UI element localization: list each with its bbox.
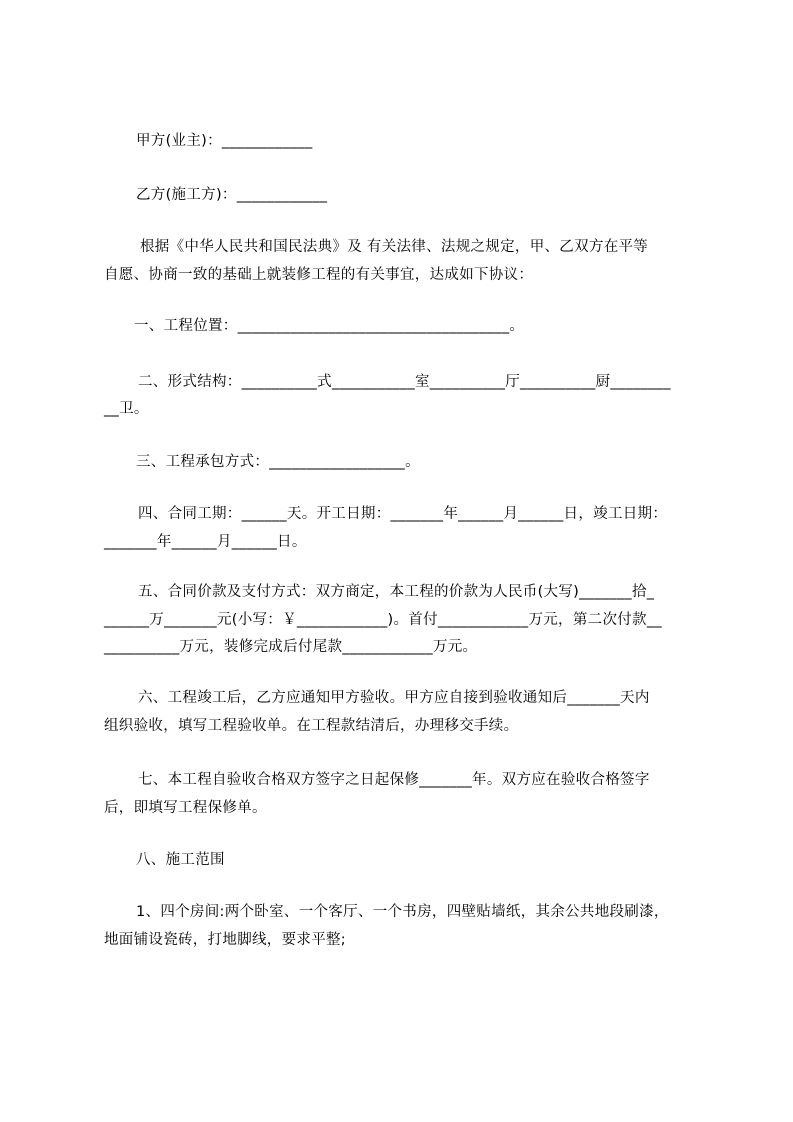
scope-item-1-line-2: 地面铺设瓷砖，打地脚线，要求平整; [104, 932, 346, 948]
clause-6-line-1: 六、工程竣工后，乙方应通知甲方验收。甲方应自接到验收通知后_______天内 [138, 690, 650, 706]
preamble-line-1: 根据《中华人民共和国民法典》及 有关法律、法规之规定，甲、乙双方在平等 [140, 239, 649, 255]
clause-7-line-2: 后，即填写工程保修单。 [104, 800, 267, 816]
clause-5-line-1: 五、合同价款及支付方式：双方商定，本工程的价款为人民币(大写)_______拾_ [138, 584, 655, 600]
clause-4-line-1: 四、合同工期：______天。开工日期：_______年______月______日，竣工日期： [138, 506, 668, 522]
clause-8-heading: 八、施工范围 [136, 852, 225, 868]
party-a-line: 甲方(业主)：____________ [136, 133, 313, 149]
party-b-line: 乙方(施工方)：____________ [136, 187, 328, 203]
preamble-line-2: 自愿、协商一致的基础上就装修工程的有关事宜，达成如下协议： [104, 267, 534, 283]
clause-3-line: 三、工程承包方式：__________________。 [136, 454, 420, 470]
clause-4-line-2: _______年______月______日。 [104, 534, 307, 550]
clause-2-line-2: __卫。 [104, 401, 149, 417]
clause-7-line-1: 七、本工程自验收合格双方签字之日起保修_______年。双方应在验收合格签字 [138, 772, 650, 788]
clause-1-line: 一、工程位置：____________________________________。 [134, 318, 525, 334]
scope-item-1-line-1: 1、四个房间:两个卧室、一个客厅、一个书房，四壁贴墙纸，其余公共地段刷漆， [136, 904, 669, 920]
clause-5-line-3: __________万元，装修完成后付尾款____________万元。 [104, 639, 478, 655]
clause-5-line-2: ______万_______元(小写：￥____________)。首付____________万元，第二次付款__ [104, 612, 662, 628]
clause-6-line-2: 组织验收，填写工程验收单。在工程款结清后，办理移交手续。 [104, 718, 519, 734]
clause-2-line-1: 二、形式结构：__________式___________室__________厅__________厨________ [138, 374, 671, 390]
